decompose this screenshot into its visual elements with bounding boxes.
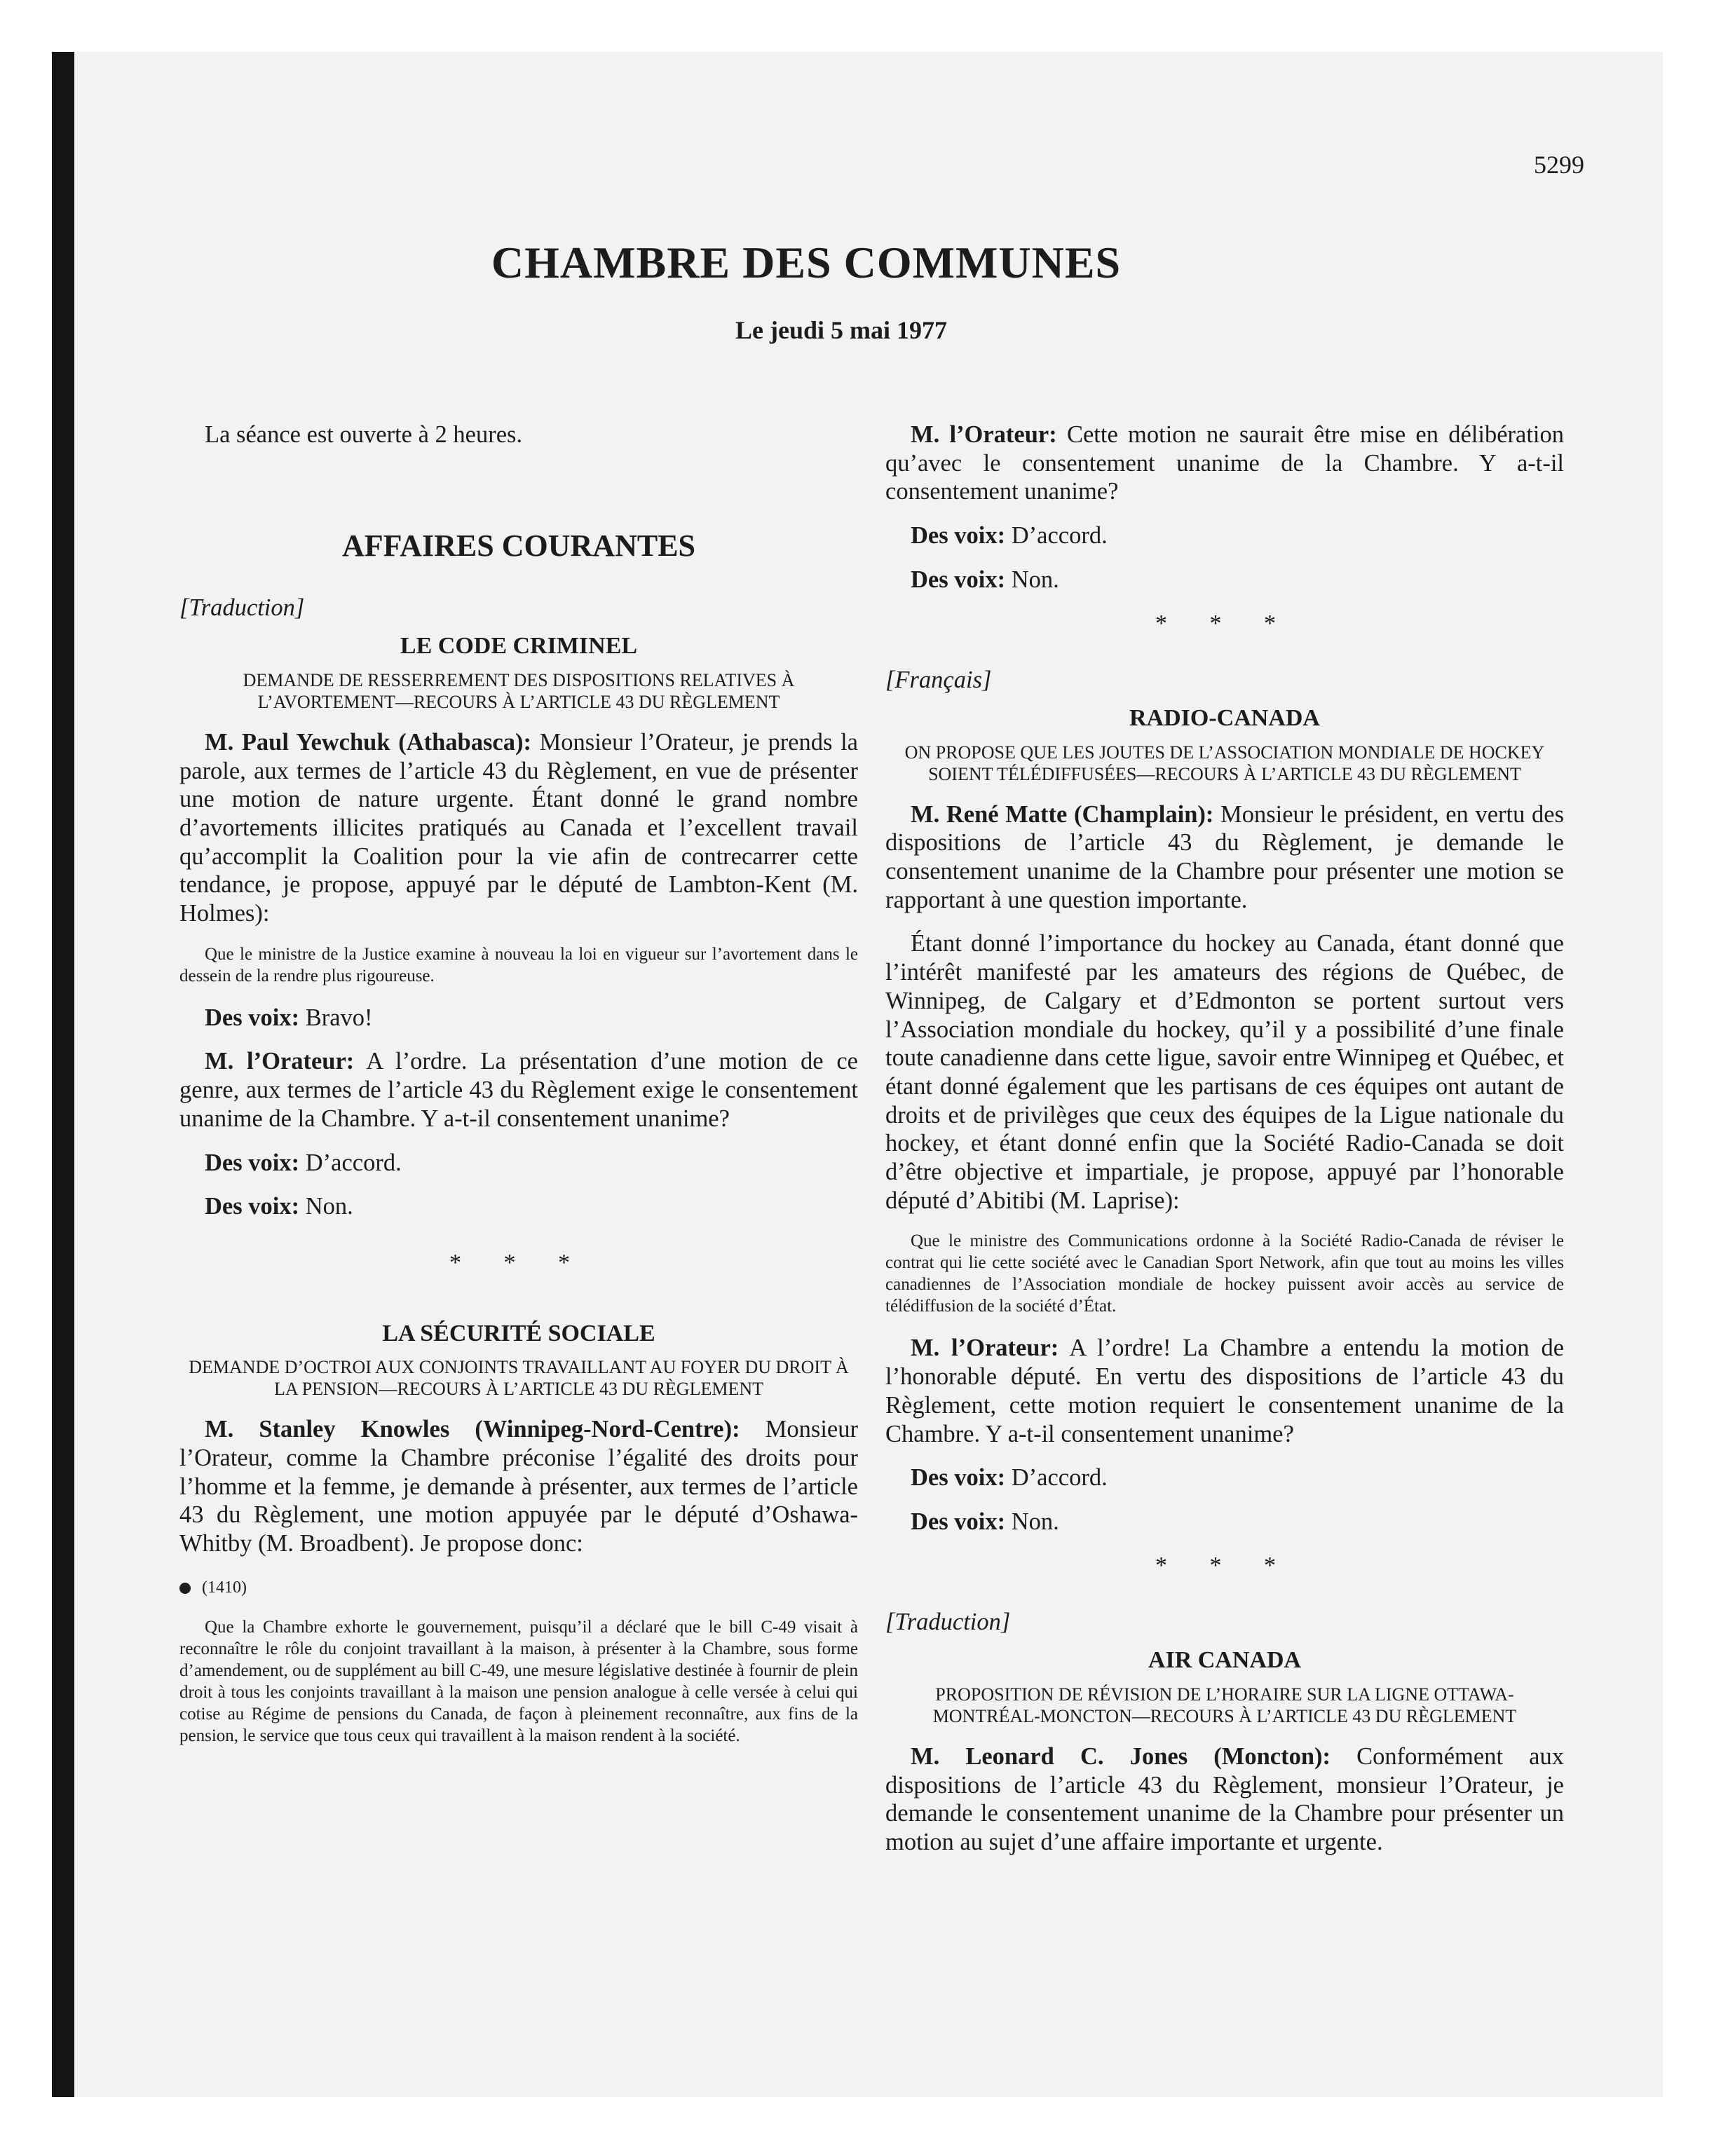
motion-text: Que le ministre des Communications ordonne à la Société Radio-Canada de réviser le contrat qui lie cette société avec le Canadian Sport Network, afin que tout au moins les villes canadiennes de l’Association mondiale de hockey puissent avoir accès au service de télédiffusion de la société d’État. xyxy=(885,1231,1564,1316)
speaker-name: M. l’Orateur: xyxy=(911,1335,1059,1362)
binding-edge xyxy=(52,52,74,2097)
time-marker-label: (1410) xyxy=(202,1578,247,1597)
speech-text: Bravo! xyxy=(305,1004,373,1031)
speech-text: Conformément aux dispositions de l’article 43 du Règlement, monsieur l’Orateur, je demande le consentement unanime de la Chambre pour présenter un motion au sujet d’une affaire importante et urgente. xyxy=(885,1742,1564,1855)
speech xyxy=(885,421,1564,506)
speech xyxy=(179,1004,858,1032)
speech-text: Non. xyxy=(1011,566,1059,593)
language-note: [Traduction] xyxy=(885,1609,1011,1636)
item-subheading: PROPOSITION DE RÉVISION DE L’HORAIRE SUR LA LIGNE OTTAWA-MONTRÉAL-MONCTON—RECOURS À L’ARTICLE 43 DU RÈGLEMENT xyxy=(932,1684,1517,1726)
section-separator: * * * xyxy=(449,1249,588,1276)
item-subheading: ON PROPOSE QUE LES JOUTES DE L’ASSOCIATION MONDIALE DE HOCKEY SOIENT TÉLÉDIFFUSÉES—RECOURS À L’ARTICLE 43 DU RÈGLEMENT xyxy=(904,742,1545,784)
speech xyxy=(179,1415,858,1558)
speech xyxy=(885,521,1564,550)
speech xyxy=(885,1508,1564,1536)
section-separator: * * * xyxy=(1155,610,1294,636)
speech-text: Cette motion ne saurait être mise en délibération qu’avec le consentement unanime de la Chambre. Y a-t-il consentement unanime? xyxy=(885,421,1565,505)
speech xyxy=(885,1742,1564,1857)
speech xyxy=(885,566,1564,594)
speaker-name: Des voix: xyxy=(911,522,1006,550)
speech xyxy=(179,1192,858,1221)
speaker-name: M. Paul Yewchuk (Athabasca): xyxy=(205,728,531,756)
item-heading: LA SÉCURITÉ SOCIALE xyxy=(382,1320,655,1346)
speech-text: Non. xyxy=(1011,1508,1059,1535)
page-title: CHAMBRE DES COMMUNES xyxy=(491,238,1122,287)
speaker-name: M. René Matte (Champlain): xyxy=(911,800,1214,828)
right-column xyxy=(885,421,1564,1872)
left-column xyxy=(179,421,858,1763)
speaker-name: M. l’Orateur: xyxy=(205,1048,355,1075)
speech-text: D’accord. xyxy=(1011,522,1108,550)
speech-text: Non. xyxy=(305,1193,353,1220)
speech-text: Monsieur l’Orateur, je prends la parole, aux termes de l’article 43 du Règlement, en vue de présenter une motion de nature urgente. Étant donné le grand nombre d’avortements illicites pratiqués au Canada et l’excellent travail qu’accomplit la Coalition pour la vie afin de contrecarrer cette tendance, je propose, appuyé par le député de Lambton-Kent (M. Holmes): xyxy=(179,728,858,927)
speech-text: A l’ordre. La présentation d’une motion de ce genre, aux termes de l’article 43 du Règlement exige le consentement unanime de la Chambre. Y a-t-il consentement unanime? xyxy=(179,1048,858,1132)
page-number: 5299 xyxy=(1534,151,1584,179)
speaker-name: M. Stanley Knowles (Winnipeg-Nord-Centre): xyxy=(205,1416,740,1443)
time-marker xyxy=(179,1574,858,1602)
item-heading: LE CODE CRIMINEL xyxy=(400,633,638,660)
item-heading: RADIO-CANADA xyxy=(1129,704,1320,731)
speech xyxy=(885,800,1564,915)
section-separator: * * * xyxy=(1155,1552,1294,1578)
language-note: [Français] xyxy=(885,667,992,694)
speaker-name: Des voix: xyxy=(911,1508,1006,1535)
speaker-name: Des voix: xyxy=(205,1193,300,1220)
speech-text: Étant donné l’importance du hockey au Canada, étant donné que l’intérêt manifesté par les amateurs des régions de Québec, de Winnipeg, de Calgary et d’Edmonton se portent surtout vers l’Association mondiale du hockey, qu’il y a possibilité d’une finale toute canadienne dans cette ligue, savoir entre Winnipeg et Québec, et étant donné également que les partisans de ces équipes ont autant de droits et de privilèges que ceux des équipes de la Ligue nationale du hockey, et étant donné enfin que la Société Radio-Canada se doit d’être objective et impartiale, je propose, appuyé par l’honorable député d’Abitibi (M. Laprise): xyxy=(885,930,1564,1214)
bullet-icon xyxy=(179,1583,191,1594)
speech-text: A l’ordre! La Chambre a entendu la motion de l’honorable député. En vertu des dispositions de l’article 43 du Règlement, cette motion requiert le consentement unanime de la Chambre. Y a-t-il consentement unanime? xyxy=(885,1335,1565,1447)
item-subheading: DEMANDE D’OCTROI AUX CONJOINTS TRAVAILLANT AU FOYER DU DROIT À LA PENSION—RECOURS À L’ARTICLE 43 DU RÈGLEMENT xyxy=(189,1357,849,1400)
item-heading: AIR CANADA xyxy=(1148,1647,1302,1674)
motion-text: Que la Chambre exhorte le gouvernement, puisqu’il a déclaré que le bill C-49 visait à reconnaître le rôle du conjoint travaillant à la maison, à présenter à la Chambre, sous forme d’amendement, ou de supplément au bill C-49, une mesure législative destinée à fournir de plein droit à tous les conjoints travaillant à la maison une pension analogue à celle versée à celui qui cotise au Régime de pensions du Canada, de façon à pleinement reconnaître, aux fins de la pension, le service que tous ceux qui travaillent à la maison rendent à la société. xyxy=(179,1617,858,1745)
item-subheading: DEMANDE DE RESSERREMENT DES DISPOSITIONS RELATIVES À L’AVORTEMENT—RECOURS À L’ARTICLE 43 DU RÈGLEMENT xyxy=(243,669,795,712)
speech-text: D’accord. xyxy=(1011,1464,1108,1492)
speaker-name: Des voix: xyxy=(205,1004,300,1031)
speech xyxy=(885,1464,1564,1492)
speaker-name: M. Leonard C. Jones (Moncton): xyxy=(911,1742,1331,1770)
speech xyxy=(885,1334,1564,1448)
language-note: [Traduction] xyxy=(179,594,305,622)
opening-line: La séance est ouverte à 2 heures. xyxy=(205,421,523,448)
speaker-name: M. l’Orateur: xyxy=(911,421,1057,448)
motion-text: Que le ministre de la Justice examine à nouveau la loi en vigueur sur l’avortement dans le dessein de la rendre plus rigoureuse. xyxy=(179,944,858,985)
speech-text: D’accord. xyxy=(305,1149,402,1176)
speaker-name: Des voix: xyxy=(205,1149,300,1176)
sitting-date: Le jeudi 5 mai 1977 xyxy=(735,316,947,344)
section-title: AFFAIRES COURANTES xyxy=(341,528,696,563)
speech-text: Monsieur l’Orateur, comme la Chambre préconise l’égalité des droits pour l’homme et la femme, je demande à présenter, aux termes de l’article 43 du Règlement, une motion appuyée par le député d’Oshawa-Whitby (M. Broadbent). Je propose donc: xyxy=(179,1416,858,1557)
speech-text: Monsieur le président, en vertu des dispositions de l’article 43 du Règlement, je demande le consentement unanime de la Chambre pour présenter une motion se rapportant à une question importante. xyxy=(885,800,1564,913)
speaker-name: Des voix: xyxy=(911,1464,1006,1492)
speech xyxy=(179,1149,858,1178)
speech xyxy=(179,1047,858,1133)
speaker-name: Des voix: xyxy=(911,566,1006,593)
speech xyxy=(179,728,858,928)
